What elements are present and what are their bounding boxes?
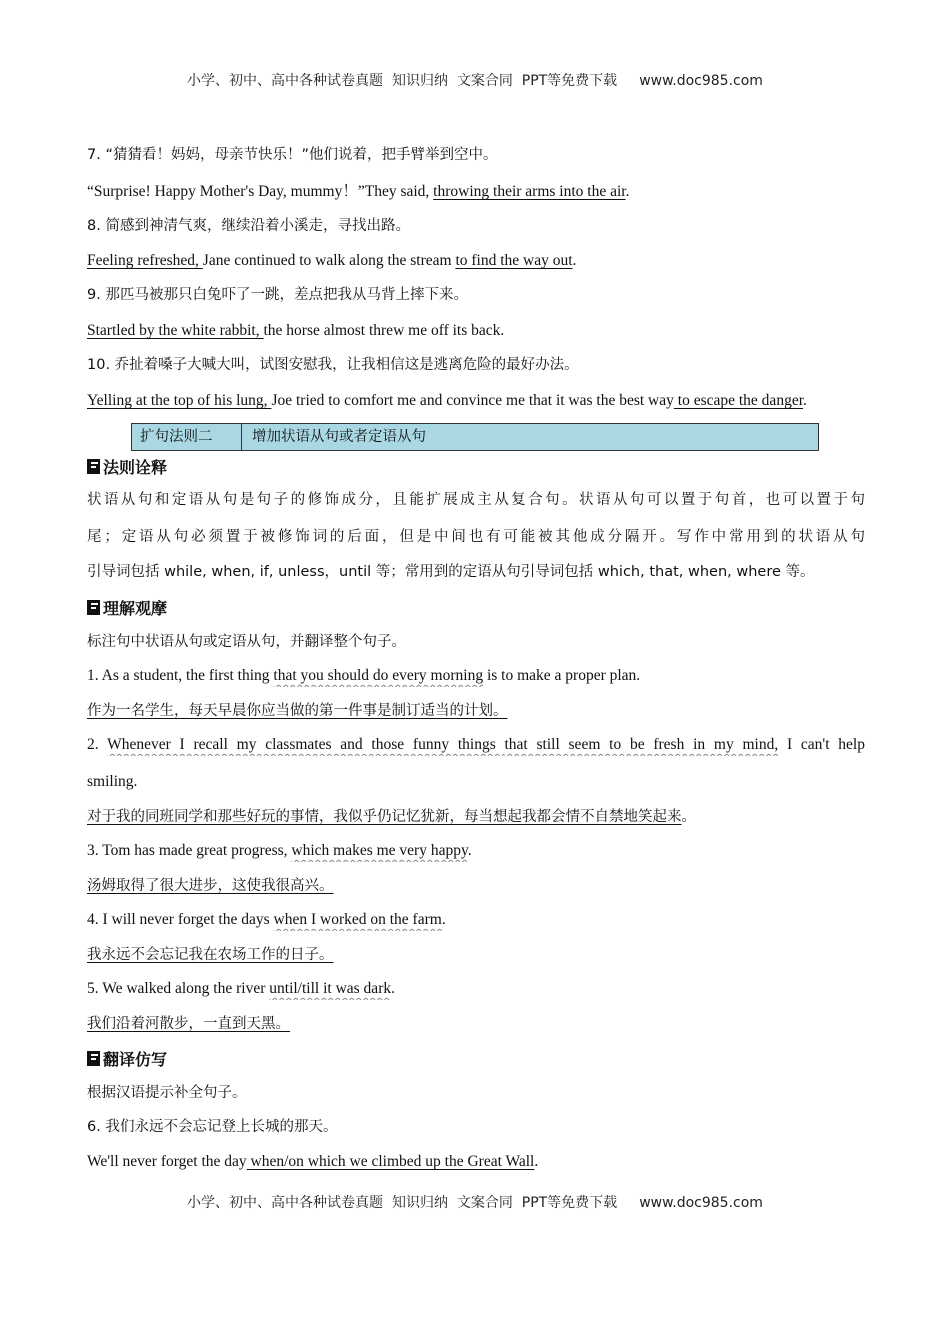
s2-english-cont: smiling. (87, 773, 138, 790)
explain-line-3: 引导词包括 while, when, if, unless，until 等；常用到的定语从句引导词包括 which, that, when, where 等。 (87, 564, 815, 580)
page-header (0, 70, 950, 90)
q6-end: . (534, 1153, 539, 1170)
s1-english (87, 665, 865, 687)
q7-answer: throwing their arms into the air (433, 183, 626, 200)
s1-translation: 作为一名学生，每天早晨你应当做的第一件事是制订适当的计划。 (87, 703, 508, 719)
s4-clause: when I worked on the farm (273, 911, 442, 928)
s3-chinese (87, 875, 865, 897)
s2-chinese (87, 806, 865, 828)
s2-clause-1: Whenever I recall my classmates and those funny things (107, 736, 505, 753)
q9-english (87, 320, 865, 342)
explain-line-1: 状语从句和定语从句是句子的修饰成分，且能扩展成主从复合句。状语从句可以置于句首，也可以置于句 (87, 492, 865, 508)
q7-end: . (625, 183, 630, 200)
q10-answer-2: to escape the danger (673, 392, 803, 409)
s2-num: 2. (87, 736, 108, 753)
rule-description: 增加状语从句或者定语从句 (252, 429, 426, 445)
s3-end: . (467, 842, 472, 859)
q8-chinese: 8. 简感到神清气爽，继续沿着小溪走，寻找出路。 (87, 218, 410, 234)
section-explain (87, 455, 167, 477)
s3-clause: which makes me very happy (291, 842, 468, 859)
s2-text: I can't help (778, 736, 865, 753)
section-explain-title: 法则诠释 (103, 457, 168, 477)
q9-answer: Startled by the white rabbit, (87, 322, 264, 339)
rule-name: 扩句法则二 (132, 424, 242, 450)
s2-translation-end: 。 (681, 809, 696, 825)
q7-chinese: 7. “猜猜看！妈妈，母亲节快乐！”他们说着，把手臂举到空中。 (87, 147, 498, 163)
s3-translation: 汤姆取得了很大进步，这使我很高兴。 (87, 878, 334, 894)
q8-end: . (572, 252, 577, 269)
observe-instruction: 标注句中状语从句或定语从句，并翻译整个句子。 (87, 634, 406, 650)
s3-english (87, 840, 865, 862)
s4-chinese (87, 944, 865, 966)
header-text: 小学、初中、高中各种试卷真题 知识归纳 文案合同 PPT等免费下载 (187, 73, 618, 89)
s1-text: 1. As a student, the first thing (87, 667, 274, 684)
q7-text: “Surprise! Happy Mother's Day, mummy！”They said, (87, 183, 434, 200)
q10-english (87, 390, 865, 412)
s4-text: 4. I will never forget the days (87, 911, 274, 928)
q8-answer-2: to find the way out (455, 252, 573, 269)
s5-translation: 我们沿着河散步，一直到天黑。 (87, 1016, 290, 1032)
rule-banner (131, 423, 819, 451)
translate-instruction: 根据汉语提示补全句子。 (87, 1085, 247, 1101)
s1-chinese (87, 700, 865, 722)
s5-clause: until/till it was dark (269, 980, 392, 997)
section-observe-title: 理解观摩 (103, 598, 168, 618)
section-flag-icon (87, 459, 100, 474)
q10-answer-1: Yelling at the top of his lung, (87, 392, 272, 409)
q6-chinese: 6. 我们永远不会忘记登上长城的那天。 (87, 1119, 338, 1135)
q9-text: the horse almost threw me off its back. (263, 322, 505, 339)
footer-site: www.doc985.com (639, 1195, 763, 1211)
q10-end: . (803, 392, 807, 409)
explain-line-2: 尾；定语从句必须置于被修饰词的后面，但是中间也有可能被其他成分隔开。写作中常用到的状语从句 (87, 529, 865, 545)
section-translate (87, 1047, 167, 1069)
q10-chinese: 10. 乔扯着嗓子大喊大叫，试图安慰我，让我相信这是逃离危险的最好办法。 (87, 357, 579, 373)
header-site: www.doc985.com (639, 73, 763, 89)
section-flag-icon (87, 1051, 100, 1066)
s2-clause-2: that still seem to be fresh in my mind, (504, 736, 779, 753)
s4-end: . (441, 911, 446, 928)
footer-text: 小学、初中、高中各种试卷真题 知识归纳 文案合同 PPT等免费下载 (187, 1195, 618, 1211)
s5-chinese (87, 1013, 865, 1035)
s3-text: 3. Tom has made great progress, (87, 842, 292, 859)
s5-end: . (391, 980, 395, 997)
s1-text-end: is to make a proper plan. (483, 667, 641, 684)
s4-english (87, 909, 865, 931)
section-observe (87, 596, 167, 618)
q6-text: We'll never forget the day (87, 1153, 247, 1170)
section-flag-icon (87, 600, 100, 615)
q6-answer: when/on which we climbed up the Great Wall (246, 1153, 535, 1170)
s2-english (87, 734, 865, 756)
q9-chinese: 9. 那匹马被那只白兔吓了一跳，差点把我从马背上摔下来。 (87, 287, 468, 303)
q7-english (87, 181, 865, 203)
s5-english (87, 978, 865, 1000)
q6-english (87, 1151, 865, 1173)
q8-text: Jane continued to walk along the stream (202, 252, 456, 269)
section-translate-title: 翻译仿写 (103, 1049, 168, 1069)
s2-translation: 对于我的同班同学和那些好玩的事情，我似乎仍记忆犹新，每当想起我都会情不自禁地笑起来 (87, 809, 682, 825)
q10-text: Joe tried to comfort me and convince me that it was the best way (271, 392, 674, 409)
q8-english (87, 250, 865, 272)
page-footer (0, 1192, 950, 1212)
s5-text: 5. We walked along the river (87, 980, 270, 997)
s4-translation: 我永远不会忘记我在农场工作的日子。 (87, 947, 334, 963)
s1-clause: that you should do every morning (273, 667, 484, 684)
q8-answer-1: Feeling refreshed, (87, 252, 203, 269)
